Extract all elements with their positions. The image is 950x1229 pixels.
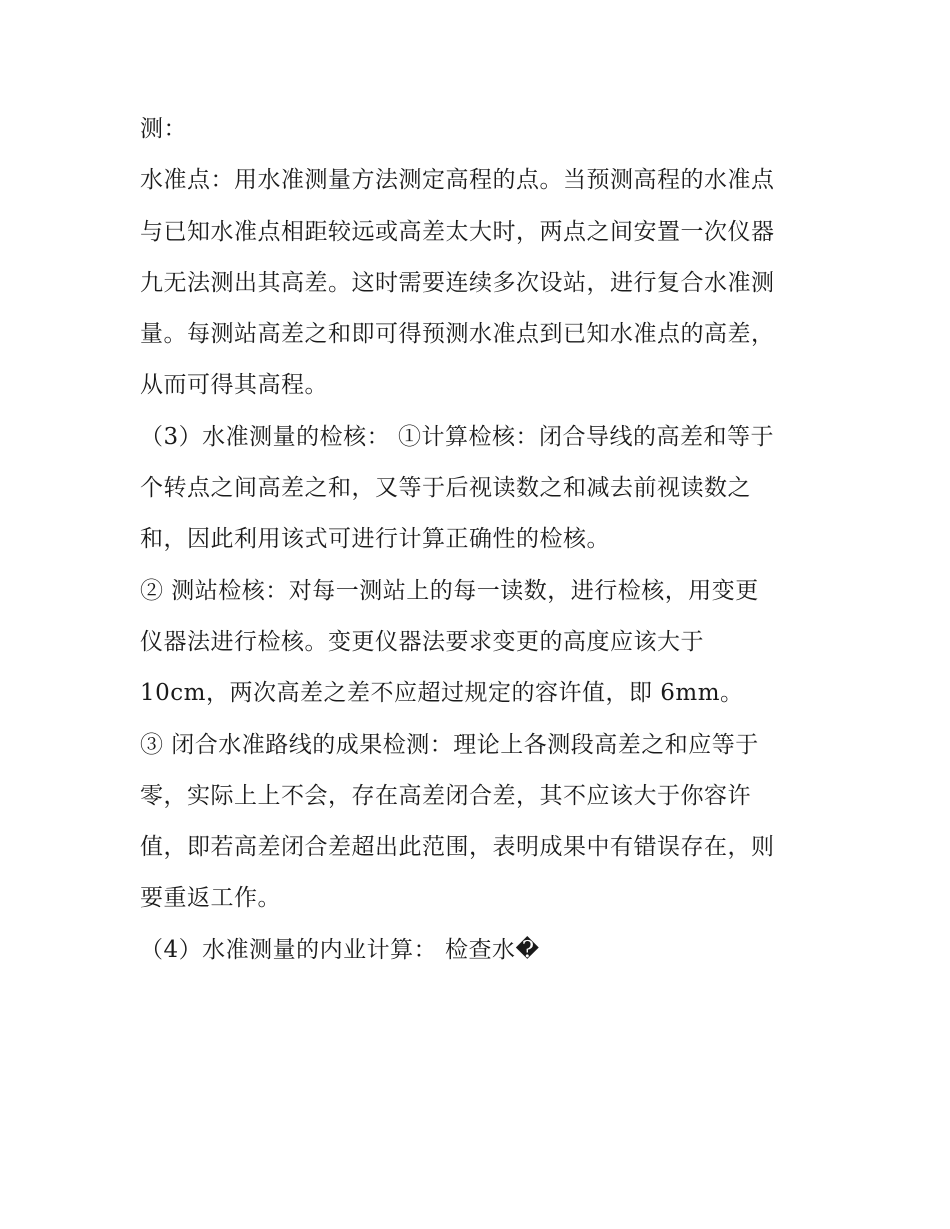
text-line: 要重返工作。 <box>140 885 281 912</box>
text-line: 仪器法进行检核。变更仪器法要求变更的高度应该大于 <box>140 628 704 655</box>
text-line: 从而可得其高程。 <box>140 372 328 399</box>
text-line: ③ 闭合水准路线的成果检测：理论上各测段高差之和应等于 <box>140 731 759 758</box>
text-line: 九无法测出其高差。这时需要连续多次设站，进行复合水准测 <box>140 269 775 296</box>
text-line: 量。每测站高差之和即可得预测水准点到已知水准点的高差， <box>140 321 775 348</box>
text-line: ② 测站检核：对每一测站上的每一读数，进行检核，用变更 <box>140 577 759 604</box>
text-line: 值，即若高差闭合差超出此范围，表明成果中有错误存在，则 <box>140 834 775 861</box>
text-line: 10cm，两次高差之差不应超过规定的容许值，即 6mm。 <box>140 680 744 707</box>
body-text <box>140 104 820 976</box>
text-line: 个转点之间高差之和，又等于后视读数之和减去前视读数之 <box>140 475 751 502</box>
section-heading-line: （3）水准测量的检核： ①计算检核：闭合导线的高差和等于 <box>140 423 774 450</box>
text-line: 零，实际上上不会，存在高差闭合差，其不应该大于你容许 <box>140 782 751 809</box>
text-line: 水准点：用水准测量方法测定高程的点。当预测高程的水准点 <box>140 167 775 194</box>
section-heading-line: （4）水准测量的内业计算： 检查水� <box>140 936 540 963</box>
text-line: 与已知水准点相距较远或高差太大时，两点之间安置一次仪器 <box>140 218 775 245</box>
text-line: 测： <box>140 116 187 142</box>
text-line: 和，因此利用该式可进行计算正确性的检核。 <box>140 526 610 553</box>
